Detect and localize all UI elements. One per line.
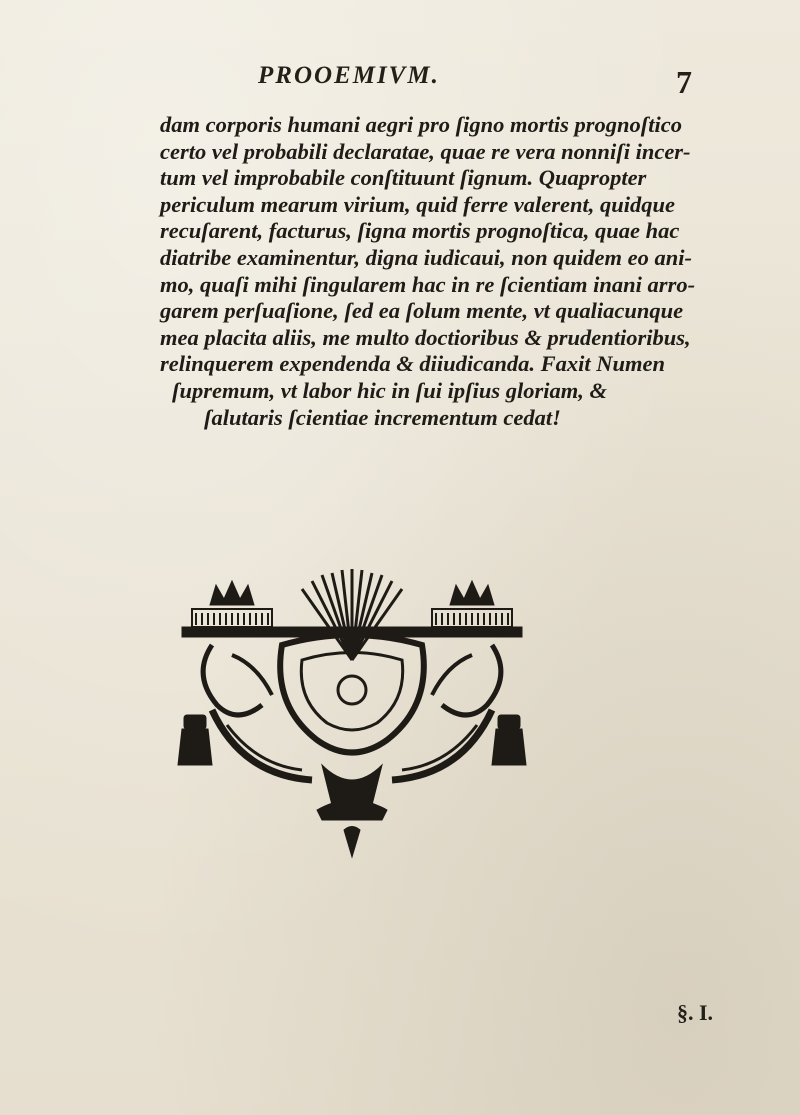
signature-mark: §. I. (677, 1000, 714, 1025)
fan-plume (302, 569, 402, 660)
text-line: mo, quaſi mihi ſingularem hac in re ſcientiam inani arro- (160, 271, 696, 297)
left-tassel (178, 715, 212, 765)
text-line: tum vel improbabile conſtituunt ſignum. Quapropter (160, 165, 647, 191)
text-line: garem perſuaſione, ſed ea ſolum mente, vt qualiacunque (160, 298, 684, 324)
text-line: diatribe examinentur, digna iudicaui, non quidem eo ani- (160, 244, 692, 270)
text-line: recuſarent, facturus, ſigna mortis prognoſtica, quae hac (160, 218, 680, 244)
text-line: mea placita aliis, me multo doctioribus & prudentioribus, (160, 324, 691, 350)
right-tassel (492, 715, 526, 765)
running-head: PROOEMIVM. (258, 62, 440, 89)
right-crown (450, 581, 494, 605)
body-text (160, 112, 760, 431)
text-line: ſupremum, vt labor hic in ſui ipſius gloriam, & (172, 377, 608, 403)
text-line: ſalutaris ſcientiae incrementum cedat! (204, 404, 561, 430)
text-line: certo vel probabili declaratae, quae re vera nonniſi incer- (160, 138, 691, 164)
text-line: relinquerem expendenda & diiudicanda. Faxit Numen (160, 351, 666, 377)
left-crown (210, 581, 254, 605)
text-line: periculum mearum virium, quid ferre valerent, quidque (160, 191, 676, 217)
text-line: dam corporis humani aegri pro ſigno mortis prognoſtico (160, 112, 682, 137)
finial (344, 827, 360, 858)
tailpiece-ornament (172, 565, 532, 865)
page-number: 7 (676, 64, 692, 100)
